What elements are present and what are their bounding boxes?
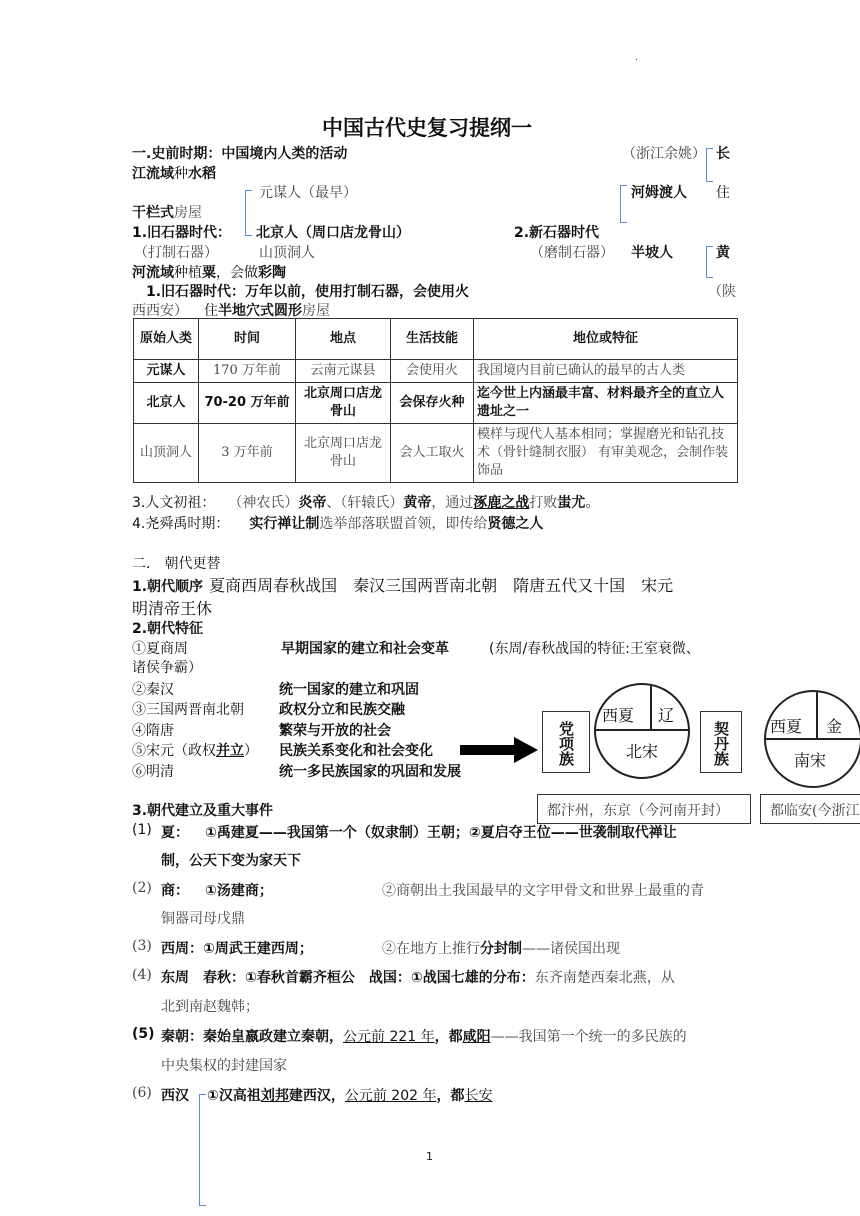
zhu-char: 住	[716, 185, 730, 201]
linan-caption-box	[760, 794, 860, 824]
jin-label: 金	[826, 717, 843, 736]
events-heading: 3.朝代建立及重大事件	[132, 803, 274, 819]
circle-divider-v	[650, 685, 652, 730]
hemudu-bracket	[706, 148, 713, 182]
arrow-right-icon	[460, 736, 538, 764]
table-cell: 北京周口店龙骨山	[296, 424, 391, 483]
dynasty-order-line: 1.朝代顺序 夏商西周春秋战国 秦汉三国两晋南北朝 隋唐五代又十国 宋元	[132, 576, 674, 595]
qidan-label: 契丹族	[712, 720, 730, 766]
yuanmou-label: 元谋人（最早）	[259, 185, 357, 201]
dynasty-order-line2: 明清帝王休	[132, 599, 213, 618]
paleolithic-label: 1.旧石器时代：	[132, 225, 232, 241]
hemudu-place: （浙江余姚）	[622, 146, 706, 162]
liao-label: 辽	[658, 706, 675, 725]
hemudu-label: 河姆渡人	[631, 185, 687, 201]
event-1-text2: 制，公天下变为家天下	[161, 853, 301, 869]
feature-5-desc: 民族关系变化和社会变化	[279, 743, 433, 759]
huang-char: 黄	[716, 245, 730, 261]
event-1-num: (1)	[132, 822, 152, 838]
circle-divider-h	[766, 738, 860, 740]
feature-4: ④隋唐	[132, 723, 174, 739]
table-cell: 模样与现代人基本相同；掌握磨光和钻孔技术（骨针缝制衣服） 有审美观念，会制作装饰品	[474, 424, 738, 483]
event-5-text: 秦朝：秦始皇嬴政建立秦朝，公元前 221 年，都咸阳——我国第一个统一的多民族的	[161, 1029, 687, 1045]
table-header-cell: 地点	[296, 319, 391, 360]
event-1-text: ①禹建夏——我国第一个（奴隶制）王朝；②夏启夺王位——世袭制取代禅让	[205, 825, 677, 841]
event-6-num: (6)	[132, 1085, 152, 1101]
neolithic-label: 2.新石器时代	[514, 225, 600, 241]
event-6-name: 西汉	[161, 1088, 189, 1104]
polished-stone-label: （磨制石器）	[530, 245, 614, 261]
feature-6-desc: 统一多民族国家的巩固和发展	[279, 764, 461, 780]
chipped-stone-label: （打制石器）	[134, 245, 218, 261]
feature-1-note: (东周/春秋战国的特征:王室衰微、	[489, 641, 700, 657]
bianzhou-caption-box	[537, 794, 751, 824]
beijing-man-label: 北京人（周口店龙骨山）	[256, 225, 410, 241]
banpo-house-line: 西西安） 住半地穴式圆形房屋	[132, 303, 330, 319]
feature-1: ①夏商周	[132, 641, 188, 657]
table-cell: 云南元谋县	[296, 360, 391, 383]
banpo-bracket	[706, 246, 713, 278]
table-header-row	[134, 319, 738, 360]
table-cell: 北京周口店龙骨山	[296, 383, 391, 424]
table-cell: 会保存火种	[391, 383, 474, 424]
ganlan-line: 干栏式房屋	[132, 205, 202, 221]
feature-4-desc: 繁荣与开放的社会	[279, 723, 391, 739]
event-6-text: ①汉高祖刘邦建西汉，公元前 202 年，都长安	[207, 1088, 493, 1104]
yao-shun-yu-line: 4.尧舜禹时期： 实行禅让制选举部落联盟首领，即传给贤德之人	[132, 516, 544, 532]
table-cell: 70-20 万年前	[199, 383, 296, 424]
table-row	[134, 360, 738, 383]
northern-song-circle	[594, 683, 690, 779]
western-han-bracket	[199, 1094, 206, 1206]
table-cell: 迄今世上内涵最丰富、材料最齐全的直立人遗址之一	[474, 383, 738, 424]
event-4-num: (4)	[132, 967, 152, 983]
circle-divider-h	[596, 729, 688, 731]
southern-song-label: 南宋	[794, 751, 827, 770]
banpo-label: 半坡人	[631, 245, 673, 261]
feature-5: ⑤宋元（政权并立）	[132, 743, 258, 759]
table-cell: 北京人	[134, 383, 199, 424]
huanghe-line: 河流域种植粟，会做彩陶	[132, 265, 286, 281]
table-header-cell: 时间	[199, 319, 296, 360]
section1-heading: 一.史前时期：中国境内人类的活动	[132, 146, 348, 162]
qidan-box	[700, 711, 742, 773]
northern-song-label: 北宋	[626, 742, 659, 761]
bianzhou-caption: 都汴州，东京（今河南开封）	[547, 803, 729, 819]
page-title: 中国古代史复习提纲一	[322, 116, 532, 140]
primitive-humans-table	[133, 318, 738, 483]
event-4-text: 东周 春秋：①春秋首霸齐桓公 战国：①战国七雄的分布：东齐南楚西秦北燕，从	[161, 970, 675, 986]
xixia-label: 西夏	[602, 706, 635, 725]
linan-caption: 都临安(今浙江	[770, 803, 860, 819]
paleolithic-bracket	[245, 190, 252, 236]
event-5-text2: 中央集权的封建国家	[161, 1058, 287, 1074]
event-2-text: ①汤建商；	[205, 883, 273, 899]
event-1-name: 夏：	[161, 825, 189, 841]
dangxiang-box	[542, 711, 590, 773]
table-row	[134, 424, 738, 483]
feature-1-desc: 早期国家的建立和社会变革	[281, 641, 449, 657]
table-cell: 会人工取火	[391, 424, 474, 483]
header-dot: ·	[635, 55, 639, 66]
feature-3: ③三国两晋南北朝	[132, 702, 244, 718]
southern-song-circle	[764, 690, 860, 788]
hemudu-left-bracket	[620, 185, 627, 223]
table-row	[134, 383, 738, 424]
event-4-text2: 北到南赵魏韩；	[161, 999, 259, 1015]
event-2-text2: ②商朝出土我国最早的文字甲骨文和世界上最重的青	[382, 883, 704, 899]
chang-char: 长	[716, 146, 730, 162]
shanding-label: 山顶洞人	[259, 245, 315, 261]
event-3-text: 西周：①周武王建西周；	[161, 941, 313, 957]
table-cell: 170 万年前	[199, 360, 296, 383]
table-cell: 会使用火	[391, 360, 474, 383]
feature-1-note2: 诸侯争霸）	[132, 660, 202, 676]
table-cell: 山顶洞人	[134, 424, 199, 483]
feature-6: ⑥明清	[132, 764, 174, 780]
page-number: 1	[426, 1150, 433, 1163]
dangxiang-label: 党项族	[557, 720, 575, 766]
table-cell: 元谋人	[134, 360, 199, 383]
feature-2: ②秦汉	[132, 682, 174, 698]
circle-divider-v	[816, 692, 818, 739]
section2-heading: 二． 朝代更替	[132, 556, 221, 572]
paleolithic-summary: 1.旧石器时代：万年以前，使用打制石器，会使用火	[146, 284, 470, 300]
event-2-num: (2)	[132, 880, 152, 896]
dynasty-features-heading: 2.朝代特征	[132, 621, 204, 637]
table-cell: 3 万年前	[199, 424, 296, 483]
event-3-text2: ②在地方上推行分封制——诸侯国出现	[382, 941, 620, 957]
feature-3-desc: 政权分立和民族交融	[279, 702, 405, 718]
table-header-cell: 地位或特征	[474, 319, 738, 360]
xixia-label: 西夏	[770, 717, 803, 736]
feature-2-desc: 统一国家的建立和巩固	[279, 682, 419, 698]
event-2-text3: 铜器司母戊鼎	[161, 911, 245, 927]
table-header-cell: 原始人类	[134, 319, 199, 360]
event-2-name: 商：	[161, 883, 189, 899]
ancestors-line: 3.人文初祖： （神农氏）炎帝、（轩辕氏）黄帝，通过涿鹿之战打败蚩尤。	[132, 495, 600, 511]
shan-paren: （陕	[708, 284, 736, 300]
event-3-num: (3)	[132, 938, 152, 954]
event-5-num: (5)	[132, 1026, 155, 1042]
table-cell: 我国境内目前已确认的最早的古人类	[474, 360, 738, 383]
changjiang-line: 江流域种水稻	[132, 166, 216, 182]
table-header-cell: 生活技能	[391, 319, 474, 360]
